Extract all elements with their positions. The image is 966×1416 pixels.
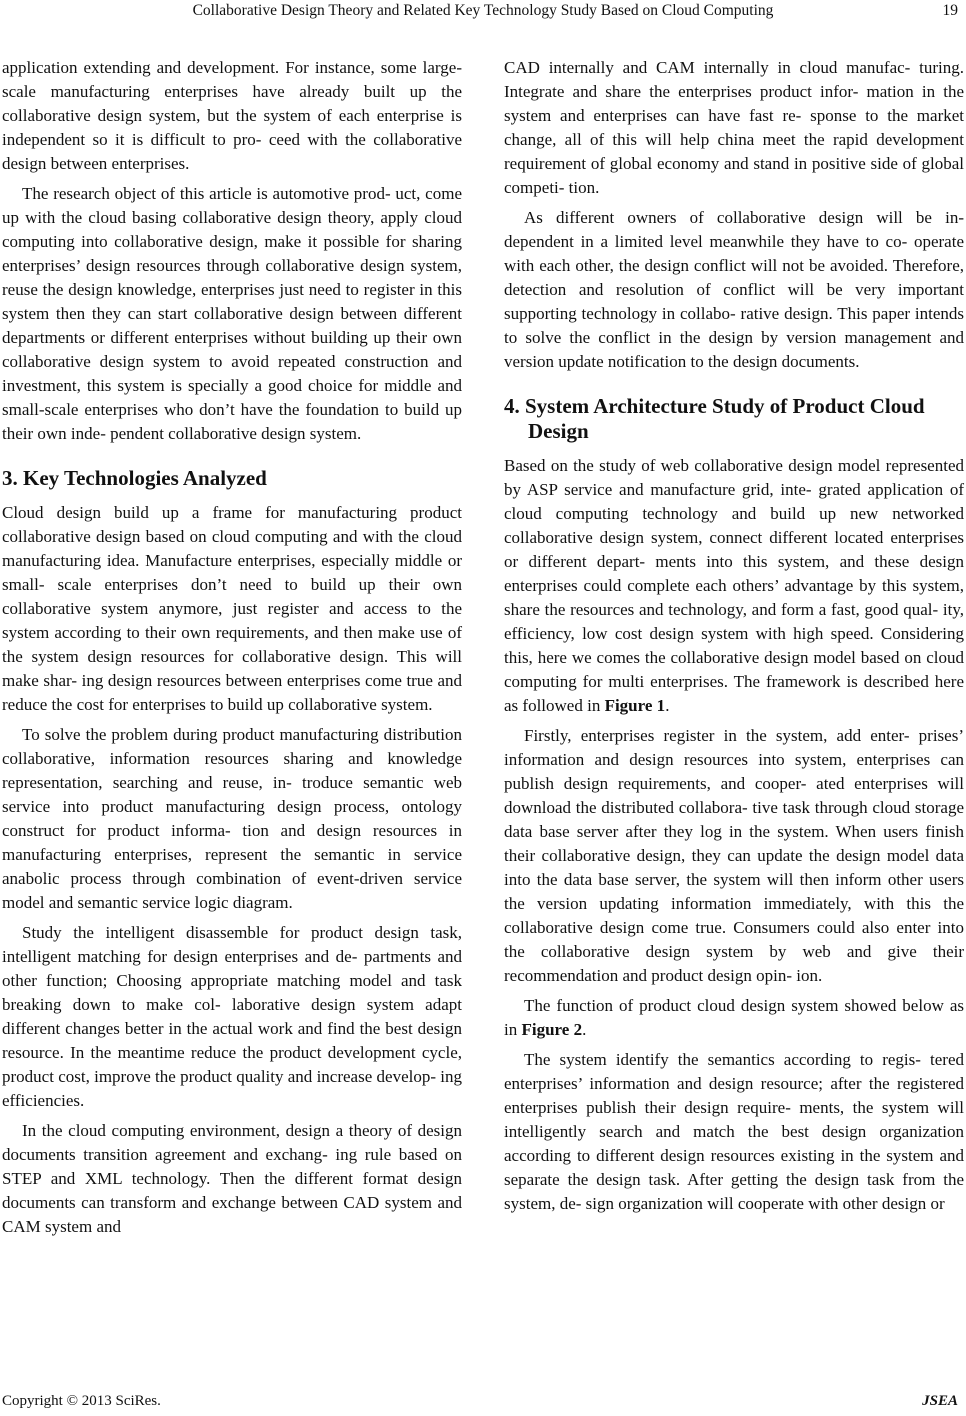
running-title: Collaborative Design Theory and Related Key Technology Study Based on Cloud Computing — [192, 2, 774, 19]
figure-1-reference[interactable]: Figure 1 — [604, 696, 666, 715]
paragraph: CAD internally and CAM internally in cloud manufac- turing. Integrate and share the enterprises product infor- mation in the system and enterprises can have fast re- sponse to the market change, all of this will help china meet the rapid development requirement of global economy and stand in positive side of global competi- tion. — [504, 58, 964, 197]
copyright-notice: Copyright © 2013 SciRes. — [2, 1393, 161, 1409]
paragraph-text: Based on the study of web collaborative design model represented by ASP service and manufacture grid, inte- grated application of cloud computing technology and build up new networked collaborative design system, connect different located enterprises or different depart- ments into this system, and these design enterprises could complete each others’ advantage by this system, share the resources and technology, and form a fast, good qual- ity, efficiency, low cost design system with high speed. Considering this, here we comes the collaborative design model based on cloud computing for multi enterprises. The framework is described here as followed in — [504, 456, 964, 715]
paragraph: Cloud design build up a frame for manufacturing product collaborative design based on cloud computing and with the cloud manufacturing idea. Manufacture enterprises, especially middle or small- scale enterprises don’t need to build up their own collaborative system anymore, just register and access to the system according to their own requirements, and then make use of the system design resources for collaborative design. This will make shar- ing design resources between enterprises come true and reduce the cost for enterprises to build up collaborative system. — [2, 503, 462, 714]
paragraph: To solve the problem during product manufacturing distribution collaborative, information resources sharing and knowledge representation, searching and reuse, in- troduce semantic web service into product manufacturing design process, ontology construct for product informa- tion and design resources in manufacturing enterprises, represent the semantic in service anabolic process through combination of event-driven service model and semantic service logic diagram. — [2, 725, 462, 912]
paragraph: The system identify the semantics according to regis- tered enterprises’ information and design resource; after the registered enterprises publish their design require- ments, the system will intelligently search and match the best design organization according to different design resources existing in the system and separate the design task. After getting the design task from the system, de- sign organization will cooperate with other design or — [504, 1050, 964, 1213]
paragraph — [504, 454, 964, 718]
paragraph-end: . — [665, 696, 670, 715]
section-heading-4: 4. System Architecture Study of Product Cloud Design — [504, 394, 925, 443]
page-header — [0, 2, 966, 24]
paragraph-end: . — [582, 1020, 587, 1039]
page-footer — [0, 1393, 966, 1413]
paragraph-text: The function of product cloud design system showed below as in — [504, 996, 964, 1039]
paragraph: Firstly, enterprises register in the system, add enter- prises’ information and design resources into system, enterprises can publish design requirements, and cooper- ated enterprises will download the distributed collabora- tive task through cloud storage data base server after they log in the system. When users finish their collaborative design, they can update the design model data into the data base server, the system will then inform other users the version updating information immediately, with this the collaborative design come true. Consumers could also enter into the collaborative design system by web and give their recommendation and product design opin- ion. — [504, 726, 964, 985]
section-heading-3: 3. Key Technologies Analyzed — [2, 466, 267, 490]
journal-abbreviation: JSEA — [922, 1393, 958, 1409]
left-column — [2, 56, 462, 1239]
paragraph — [504, 994, 964, 1042]
paragraph: application extending and development. For instance, some large-scale manufacturing enterprises have already built up the collaborative design system, but the system of each enterprise is independent so it is difficult to pro- ceed with the collaborative design between enterprises. — [2, 58, 462, 173]
paragraph: In the cloud computing environment, design a theory of design documents transition agreement and exchang- ing rule based on STEP and XML technology. Then the different format design documents can transform and exchange between CAD system and CAM system and — [2, 1121, 462, 1236]
right-column — [504, 56, 964, 1216]
figure-2-reference[interactable]: Figure 2 — [521, 1020, 583, 1039]
paragraph: As different owners of collaborative design will be in- dependent in a limited level meanwhile they have to co- operate with each other, the design conflict will not be avoided. Therefore, detection and resolution of conflict will be very important supporting technology in collabo- rative design. This paper intends to solve the conflict in the design by version management and version update notification to the design documents. — [504, 208, 964, 371]
paragraph: Study the intelligent disassemble for product design task, intelligent matching for design enterprises and de- partments and other function; Choosing appropriate matching model and task breaking down to make col- laborative design system adapt different changes better in the actual work and find the best design resource. In the meantime reduce the product development cycle, product cost, improve the product quality and increase develop- ing efficiencies. — [2, 923, 462, 1110]
page-number: 19 — [942, 2, 958, 19]
paragraph: The research object of this article is automotive prod- uct, come up with the cloud basing collaborative design theory, apply cloud computing into collaborative design, make it possible for sharing enterprises’ design resources through collaborative design system, reuse the design knowledge, enterprises just need to register in this system then they can start collaborative design between different departments or different enterprises without building up their own collaborative design system to avoid repeated construction and investment, this system is specially a good choice for middle and small-scale enterprises who don’t have the foundation to build up their own inde- pendent collaborative design system. — [2, 184, 462, 443]
